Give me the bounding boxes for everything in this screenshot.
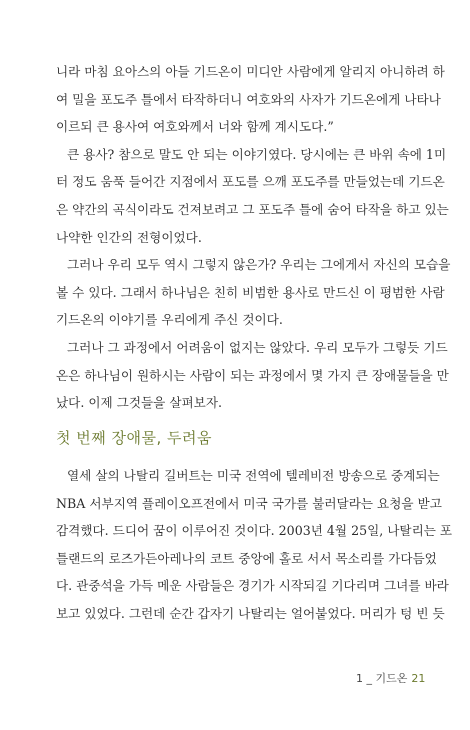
text-line: 기드온의 이야기를 우리에게 주신 것이다. [56, 312, 283, 328]
text-line: 감격했다. 드디어 꿈이 이루어진 것이다. 2003년 4월 25일, 나탈리는 포 [56, 523, 453, 539]
paragraph-3 [56, 251, 451, 334]
text-line: 은 약간의 곡식이라도 건져보려고 그 포도주 틀에 숨어 타작을 하고 있는 [56, 201, 449, 217]
section-heading: 첫 번째 장애물, 두려움 [56, 429, 212, 447]
page-number: 21 [411, 672, 426, 685]
paragraph-1 [56, 58, 445, 141]
text-line: 보고 있었다. 그런데 순간 갑자기 나탈리는 얼어붙었다. 머리가 텅 빈 듯 [56, 605, 445, 621]
text-line: 틀랜드의 로즈가든아레나의 코트 중앙에 홀로 서서 목소리를 가다듬었 [56, 550, 437, 566]
page-footer [356, 670, 425, 686]
paragraph-4 [56, 334, 449, 417]
text-line: 온은 하나님이 원하시는 사람이 되는 과정에서 몇 가지 큰 장애물들을 만 [56, 367, 449, 383]
text-line: 볼 수 있다. 그래서 하나님은 친히 비범한 용사로 만드신 이 평범한 사람 [56, 284, 445, 300]
text-line: 이르되 큰 용사여 여호와께서 너와 함께 계시도다.” [56, 119, 334, 135]
body-text [56, 58, 451, 417]
text-line: NBA 서부지역 플레이오프전에서 미국 국가를 불러달라는 요청을 받고 [56, 495, 442, 511]
text-line: 그러나 우리 모두 역시 그렇지 않은가? 우리는 그에게서 자신의 모습을 [67, 257, 451, 273]
text-line: 다. 관중석을 가득 메운 사람들은 경기가 시작되길 기다리며 그녀를 바라 [56, 578, 449, 594]
paragraph-2 [56, 141, 449, 251]
text-line: 났다. 이제 그것들을 살펴보자. [56, 395, 223, 411]
text-line: 그러나 그 과정에서 어려움이 없지는 않았다. 우리 모두가 그렇듯 기드 [67, 339, 448, 355]
text-line: 열세 살의 나탈리 길버트는 미국 전역에 텔레비전 방송으로 중계되는 [67, 468, 440, 483]
text-line: 니라 마침 요아스의 아들 기드온이 미디안 사람에게 알리지 아니하려 하 [56, 64, 445, 79]
text-line: 큰 용사? 참으로 말도 안 되는 이야기였다. 당시에는 큰 바위 속에 1미 [67, 146, 447, 162]
text-line: 여 밀을 포도주 틀에서 타작하더니 여호와의 사자가 기드온에게 나타나 [56, 91, 441, 107]
section-body [56, 462, 453, 628]
chapter-label: 1 _ 기드온 [356, 672, 408, 685]
text-line: 나약한 인간의 전형이었다. [56, 229, 202, 245]
text-line: 터 정도 움푹 들어간 지점에서 포도를 으깨 포도주를 만들었는데 기드온 [56, 174, 445, 190]
